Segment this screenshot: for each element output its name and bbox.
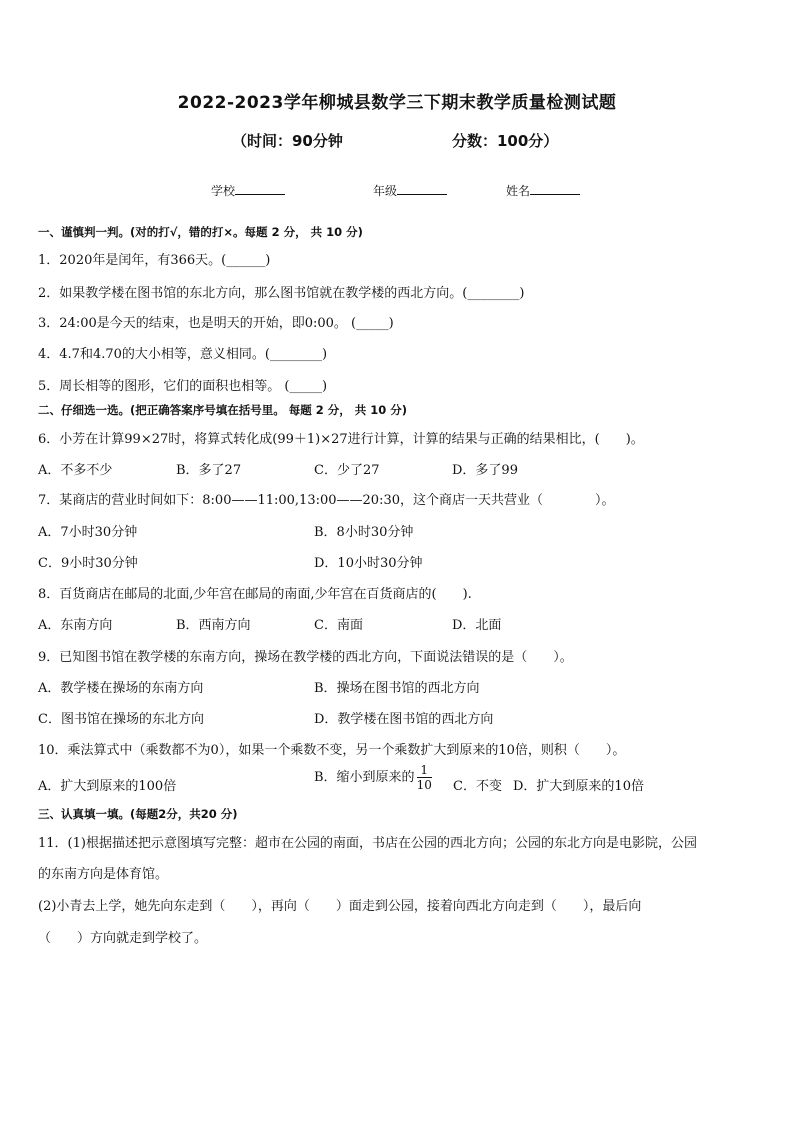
- exam-score: 分数：100分）: [452, 132, 559, 150]
- question-2: 2．如果教学楼在图书馆的东北方向，那么图书馆就在教学楼的西北方向。(________): [38, 286, 525, 301]
- fraction-denominator: 10: [416, 778, 432, 792]
- grade-field: [373, 182, 447, 199]
- question-8-option-c[interactable]: C．南面: [314, 618, 363, 633]
- question-11-line1: 11．(1)根据描述把示意图填写完整：超市在公园的南面，书店在公园的西北方向；公园的东北方向是电影院，公园: [38, 836, 697, 851]
- school-blank[interactable]: [235, 182, 285, 195]
- question-5: 5．周长相等的图形，它们的面积也相等。 (_____): [38, 379, 328, 394]
- question-11-line3: (2)小青去上学，她先向东走到（ ），再向（ ）面走到公园，接着向西北方向走到（ ），最后向: [38, 899, 642, 914]
- section2-title: 二、仔细选一选。(把正确答案序号填在括号里。 每题 2 分， 共 10 分): [38, 403, 408, 417]
- section1-title: 一、谨慎判一判。(对的打√，错的打×。每题 2 分， 共 10 分): [38, 225, 363, 239]
- question-9-option-c[interactable]: C．图书馆在操场的东北方向: [38, 712, 204, 727]
- question-8-option-b[interactable]: B．西南方向: [176, 618, 251, 633]
- question-3: 3．24:00是今天的结束，也是明天的开始，即0:00。 (_____): [38, 316, 394, 331]
- option-b-text: B．缩小到原来的: [314, 770, 415, 785]
- section3-title: 三、认真填一填。(每题2分，共20 分): [38, 807, 238, 821]
- question-6-option-d[interactable]: D．多了99: [452, 463, 518, 478]
- question-11-line2: 的东南方向是体育馆。: [38, 867, 169, 882]
- question-9-option-b[interactable]: B．操场在图书馆的西北方向: [314, 681, 480, 696]
- fraction-numerator: 1: [417, 763, 432, 778]
- fraction-one-tenth: [417, 763, 432, 792]
- question-10-option-c[interactable]: C．不变: [453, 779, 502, 794]
- question-6-option-c[interactable]: C．少了27: [314, 463, 380, 478]
- question-8-option-d[interactable]: D．北面: [452, 618, 502, 633]
- question-6-option-a[interactable]: A．不多不少: [38, 463, 113, 478]
- exam-time: （时间：90分钟: [232, 132, 343, 150]
- name-label: 姓名: [506, 184, 531, 198]
- question-7-option-b[interactable]: B．8小时30分钟: [314, 525, 414, 540]
- question-4: 4．4.7和4.70的大小相等，意义相同。(________): [38, 347, 328, 362]
- question-7-option-a[interactable]: A．7小时30分钟: [38, 525, 138, 540]
- question-7-option-c[interactable]: C．9小时30分钟: [38, 556, 138, 571]
- school-label: 学校: [211, 184, 236, 198]
- grade-label: 年级: [373, 184, 398, 198]
- question-10-stem: 10．乘法算式中（乘数都不为0），如果一个乘数不变，另一个乘数扩大到原来的10倍，则积（ ）。: [38, 743, 626, 758]
- question-6-stem: 6．小芳在计算99×27时，将算式转化成(99＋1)×27进行计算，计算的结果与正确的结果相比，( )。: [38, 432, 644, 447]
- question-10-option-b[interactable]: [314, 763, 434, 792]
- page-title: 2022-2023学年柳城县数学三下期末教学质量检测试题: [177, 93, 617, 113]
- question-11-line4: （ ）方向就走到学校了。: [38, 931, 208, 946]
- question-8-option-a[interactable]: A．东南方向: [38, 618, 113, 633]
- question-9-option-a[interactable]: A．教学楼在操场的东南方向: [38, 681, 204, 696]
- school-field: [211, 182, 285, 199]
- grade-blank[interactable]: [397, 182, 447, 195]
- question-9-stem: 9．已知图书馆在教学楼的东南方向，操场在教学楼的西北方向，下面说法错误的是（ ）。: [38, 650, 573, 665]
- question-7-option-d[interactable]: D．10小时30分钟: [314, 556, 423, 571]
- question-8-stem: 8．百货商店在邮局的北面,少年宫在邮局的南面,少年宫在百货商店的( ).: [38, 587, 472, 602]
- question-6-option-b[interactable]: B．多了27: [176, 463, 242, 478]
- question-1: 1．2020年是闰年，有366天。(______): [38, 253, 271, 268]
- question-9-option-d[interactable]: D．教学楼在图书馆的西北方向: [314, 712, 494, 727]
- question-7-stem: 7．某商店的营业时间如下：8:00——11:00,13:00——20:30，这个商店一天共营业（ ）。: [38, 493, 615, 508]
- name-field: [506, 182, 580, 199]
- name-blank[interactable]: [530, 182, 580, 195]
- question-10-option-d[interactable]: D．扩大到原来的10倍: [513, 779, 644, 794]
- question-10-option-a[interactable]: A．扩大到原来的100倍: [38, 779, 177, 794]
